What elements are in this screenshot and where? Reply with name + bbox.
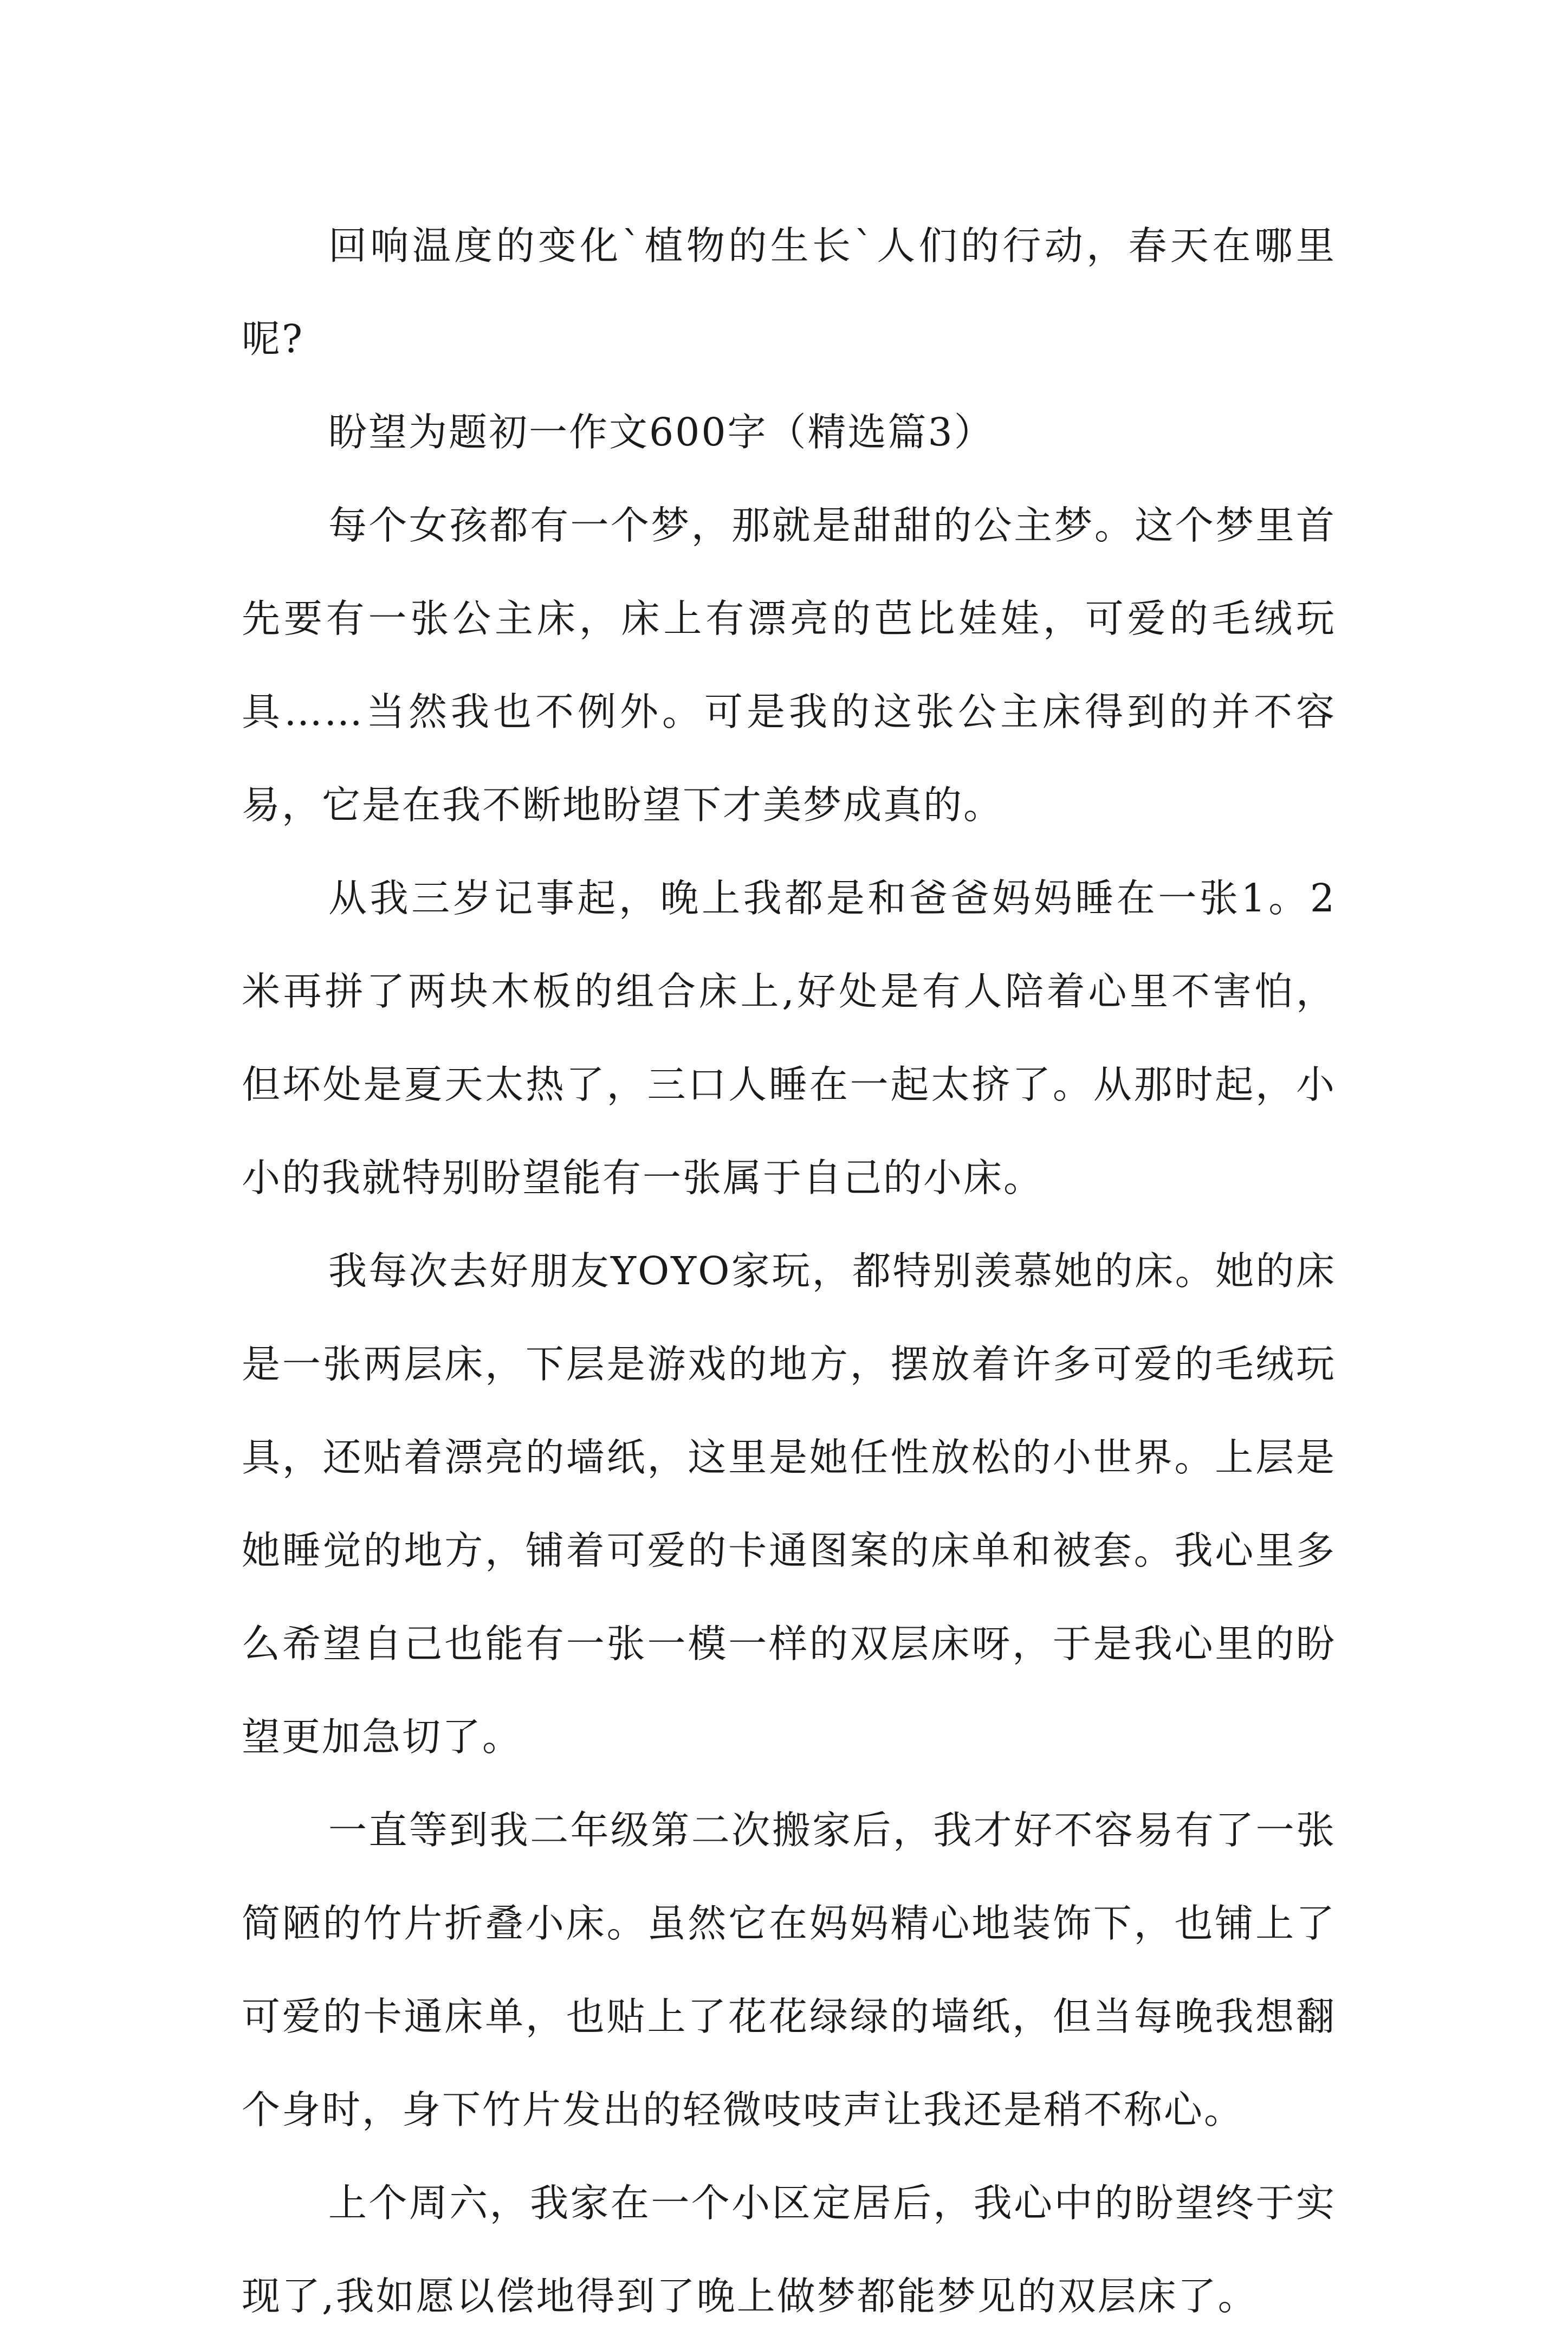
- essay-heading: 盼望为题初一作文600字（精选篇3）: [328, 410, 994, 455]
- paragraph-shared-bed: 从我三岁记事起，晚上我都是和爸爸妈妈睡在一张1。2米再拼了两块木板的组合床上,好处是有人陪着心里不害怕，但坏处是夏天太热了，三口人睡在一起太挤了。从那时起，小小的我就特别盼望能有一张属于自己的小床。: [242, 876, 1336, 1200]
- paragraph-wish-fulfilled: 上个周六，我家在一个小区定居后，我心中的盼望终于实现了,我如愿以偿地得到了晚上做梦都能梦见的双层床了。: [242, 2180, 1336, 2319]
- paragraph-princess-dream: 每个女孩都有一个梦，那就是甜甜的公主梦。这个梦里首先要有一张公主床，床上有漂亮的芭比娃娃，可爱的毛绒玩具……当然我也不例外。可是我的这张公主床得到的并不容易，它是在我不断地盼望下才美梦成真的。: [242, 503, 1336, 827]
- paragraph-spring: 回响温度的变化`植物的生长`人们的行动，春天在哪里呢?: [242, 223, 1336, 361]
- document-body: [242, 199, 1336, 2343]
- paragraph-folding-bed: 一直等到我二年级第二次搬家后，我才好不容易有了一张简陋的竹片折叠小床。虽然它在妈妈精心地装饰下，也铺上了可爱的卡通床单，也贴上了花花绿绿的墙纸，但当每晚我想翻个身时，身下竹片发出的轻微吱吱声让我还是稍不称心。: [242, 1808, 1336, 2132]
- paragraph-yoyo-bed: 我每次去好朋友YOYO家玩，都特别羡慕她的床。她的床是一张两层床，下层是游戏的地方，摆放着许多可爱的毛绒玩具，还贴着漂亮的墙纸，这里是她任性放松的小世界。上层是她睡觉的地方，铺着可爱的卡通图案的床单和被套。我心里多么希望自己也能有一张一模一样的双层床呀，于是我心里的盼望更加急切了。: [242, 1248, 1336, 1759]
